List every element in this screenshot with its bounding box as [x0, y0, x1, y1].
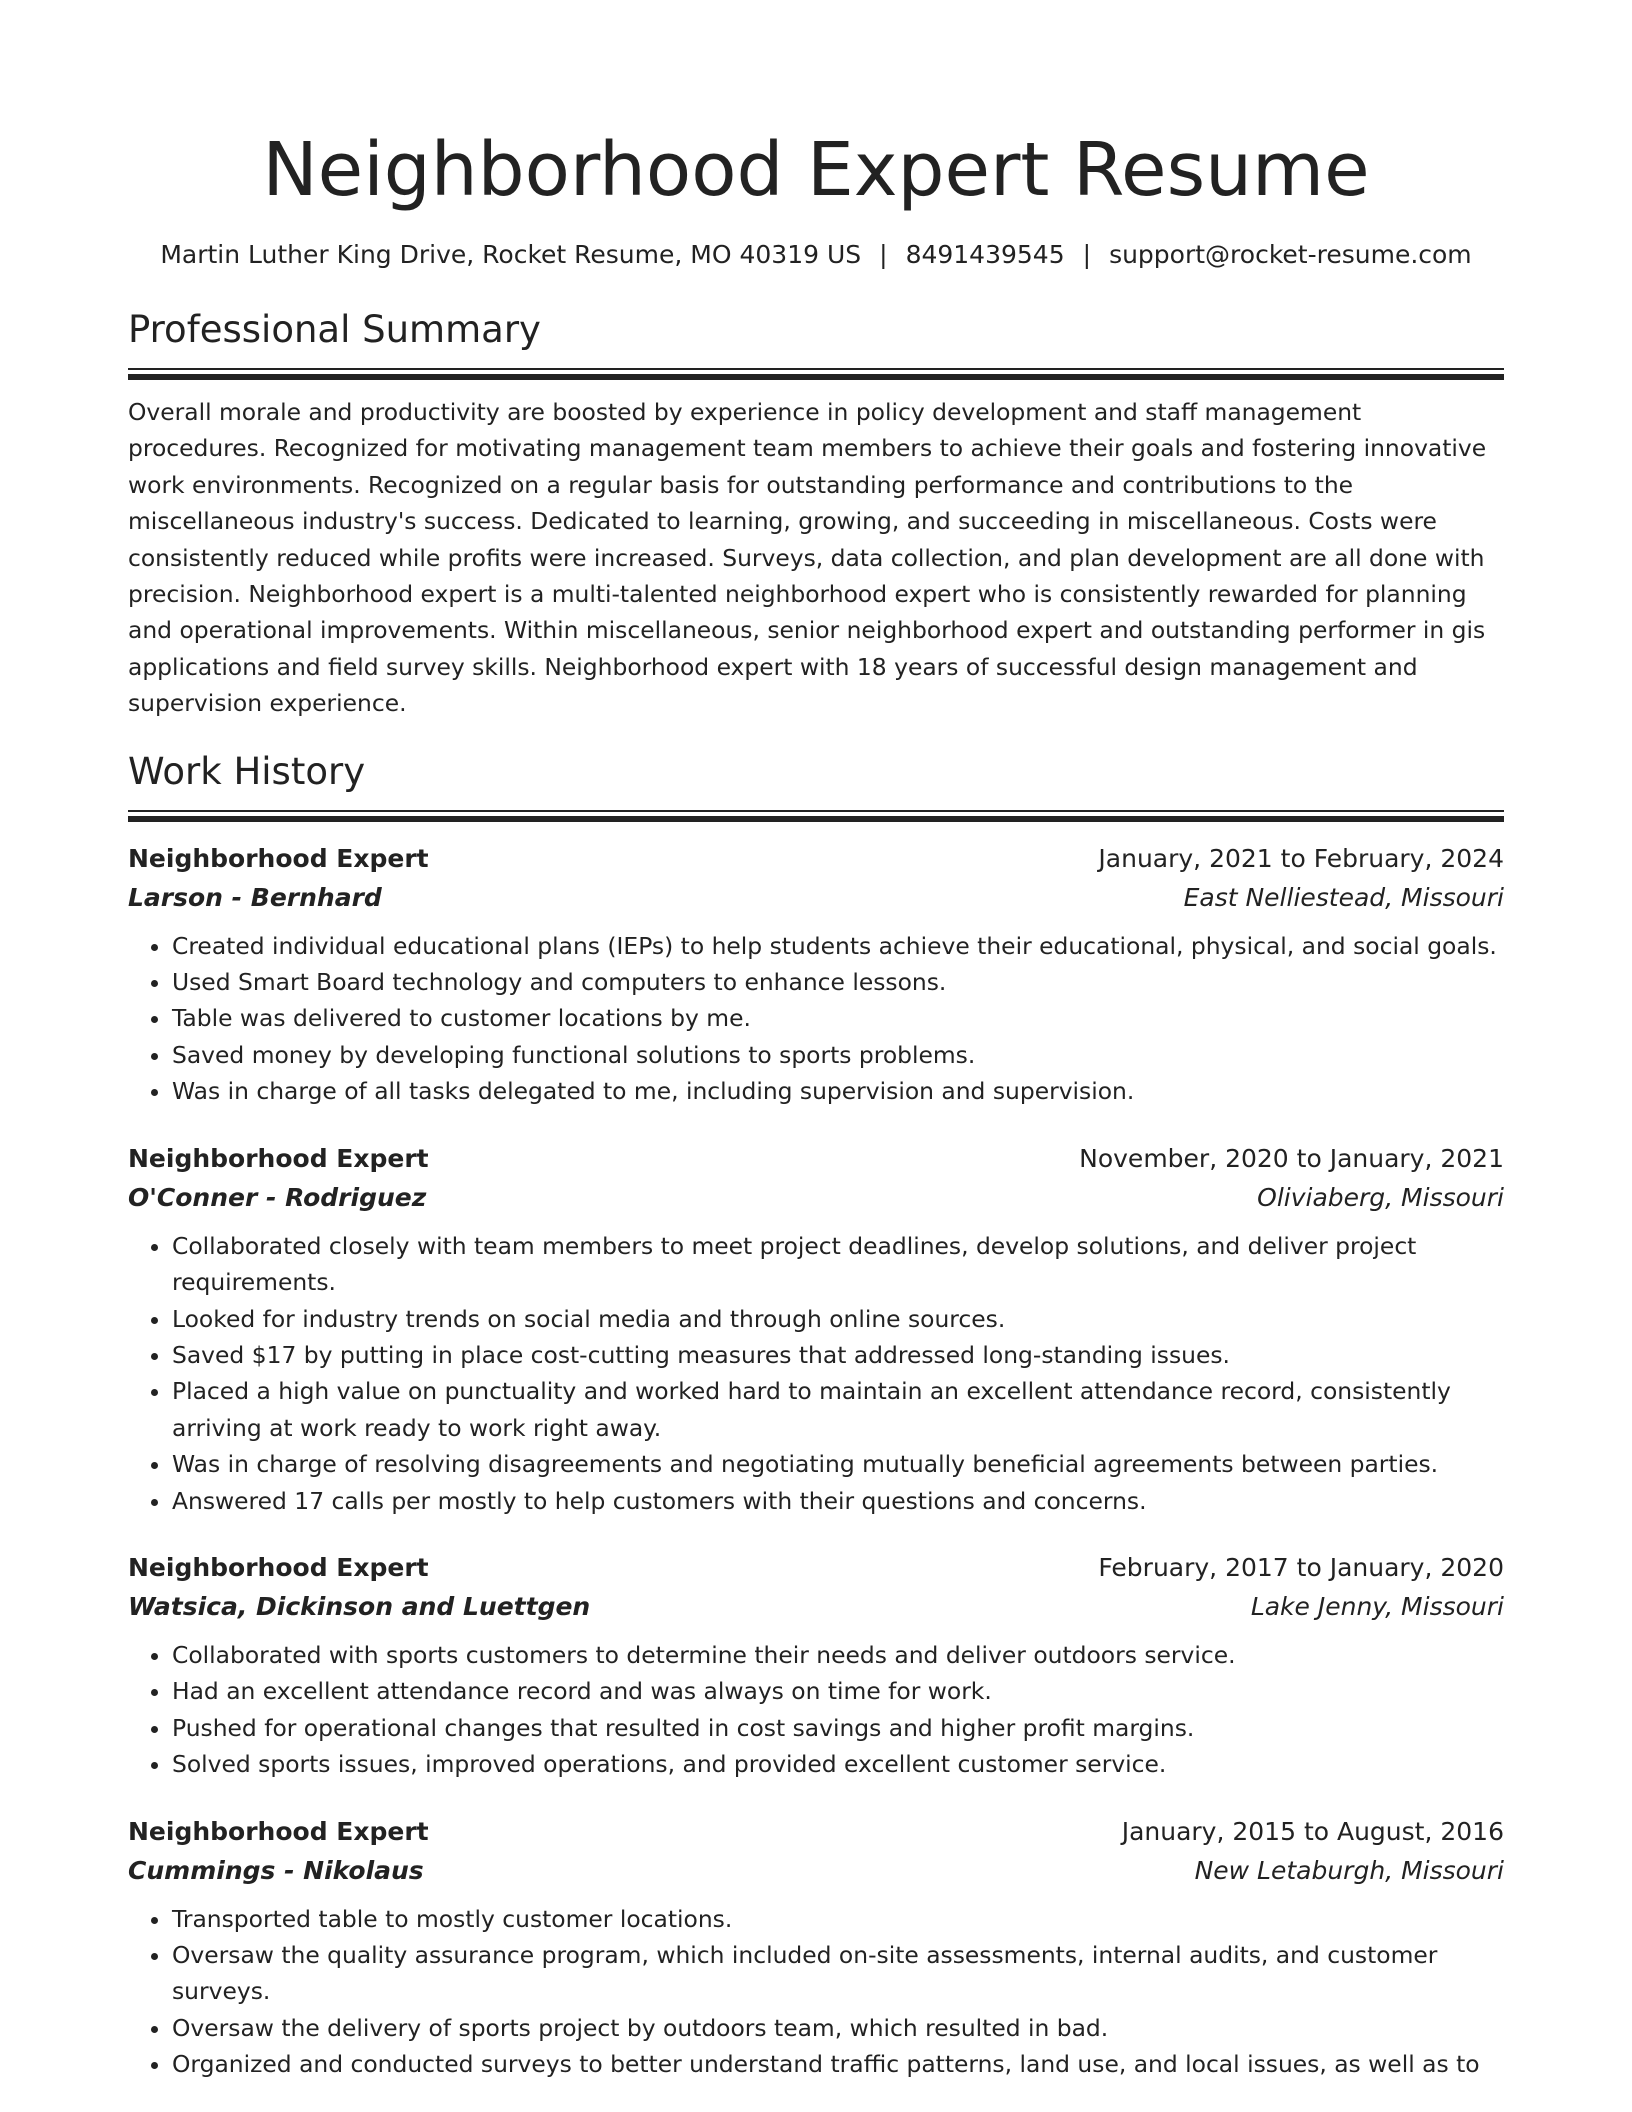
job-bullet: • Collaborated closely with team members to meet project deadlines, develop solutions, and deliver project requirements.	[172, 1228, 1504, 1301]
contact-line	[128, 238, 1504, 272]
job-bullet: • Was in charge of resolving disagreements and negotiating mutually beneficial agreements between parties.	[172, 1446, 1504, 1482]
job-entry	[128, 1140, 1504, 1519]
job-location: Oliviaberg, Missouri	[1257, 1182, 1504, 1212]
job-company: Cummings - Nikolaus	[128, 1855, 424, 1885]
job-bullet: • Organized and conducted surveys to better understand traffic patterns, land use, and local issues, as well as to	[172, 2046, 1504, 2082]
resume-title: Neighborhood Expert Resume	[262, 127, 1370, 213]
job-bullet: • Pushed for operational changes that resulted in cost savings and higher profit margins.	[172, 1710, 1504, 1746]
job-company-row	[128, 1178, 1504, 1218]
contact-address: Martin Luther King Drive, Rocket Resume, MO 40319 US	[160, 240, 862, 269]
summary-heading: Professional Summary	[128, 308, 541, 351]
job-company: Watsica, Dickinson and Luettgen	[128, 1591, 591, 1621]
job-title: Neighborhood Expert	[128, 1552, 429, 1582]
job-bullet: • Created individual educational plans (IEPs) to help students achieve their educational, physical, and social goals.	[172, 928, 1504, 964]
job-title: Neighborhood Expert	[128, 1816, 429, 1846]
job-bullet: • Collaborated with sports customers to determine their needs and deliver outdoors service.	[172, 1637, 1504, 1673]
section-divider	[128, 368, 1504, 380]
job-entry	[128, 1549, 1504, 1783]
job-entry	[128, 840, 1504, 1110]
job-company-row	[128, 878, 1504, 918]
job-bullet: • Oversaw the delivery of sports project by outdoors team, which resulted in bad.	[172, 2010, 1504, 2046]
resume-page	[128, 0, 1504, 2083]
job-bullet: • Transported table to mostly customer locations.	[172, 1901, 1504, 1937]
job-location: Lake Jenny, Missouri	[1250, 1591, 1504, 1621]
summary-text: Overall morale and productivity are boosted by experience in policy development and staff management procedures. Recognized for motivating management team members to achieve their goals and fostering innovative work environments. Recognized on a regular basis for outstanding performance and contributions to the miscellaneous industry's success. Dedicated to learning, growing, and succeeding in miscellaneous. Costs were consistently reduced while profits were increased. Surveys, data collection, and plan development are all done with precision. Neighborhood expert is a multi-talented neighborhood expert who is consistently rewarded for planning and operational improvements. Within miscellaneous, senior neighborhood expert and outstanding performer in gis applications and field survey skills. Neighborhood expert with 18 years of successful design management and supervision experience.	[128, 398, 1487, 718]
job-dates: February, 2017 to January, 2020	[1098, 1552, 1504, 1582]
job-dates: January, 2021 to February, 2024	[1098, 843, 1504, 873]
job-bullet: • Had an excellent attendance record and was always on time for work.	[172, 1673, 1504, 1709]
job-entry	[128, 1813, 1504, 2083]
job-header-row	[128, 840, 1504, 878]
contact-separator: |	[879, 240, 888, 269]
job-bullet: • Saved $17 by putting in place cost-cutting measures that addressed long-standing issues.	[172, 1337, 1504, 1373]
work-history-heading: Work History	[128, 749, 366, 793]
contact-email: support@rocket-resume.com	[1109, 240, 1472, 269]
job-company: O'Conner - Rodriguez	[128, 1182, 427, 1212]
job-header-row	[128, 1140, 1504, 1178]
job-bullets	[128, 1901, 1504, 2083]
job-company-row	[128, 1587, 1504, 1627]
job-bullet: • Solved sports issues, improved operations, and provided excellent customer service.	[172, 1746, 1504, 1782]
job-bullet: • Answered 17 calls per mostly to help customers with their questions and concerns.	[172, 1483, 1504, 1519]
contact-phone: 8491439545	[905, 240, 1065, 269]
job-dates: November, 2020 to January, 2021	[1079, 1143, 1504, 1173]
job-location: East Nelliestead, Missouri	[1183, 882, 1504, 912]
job-bullet: • Table was delivered to customer locations by me.	[172, 1000, 1504, 1036]
job-location: New Letaburgh, Missouri	[1194, 1855, 1504, 1885]
job-bullet: • Used Smart Board technology and computers to enhance lessons.	[172, 964, 1504, 1000]
job-title: Neighborhood Expert	[128, 1143, 429, 1173]
job-title: Neighborhood Expert	[128, 843, 429, 873]
job-bullets	[128, 928, 1504, 1110]
contact-separator: |	[1082, 240, 1092, 269]
job-header-row	[128, 1813, 1504, 1851]
job-dates: January, 2015 to August, 2016	[1121, 1816, 1504, 1846]
job-bullet: • Placed a high value on punctuality and worked hard to maintain an excellent attendance record, consistently arriving at work ready to work right away.	[172, 1373, 1504, 1446]
job-company: Larson - Bernhard	[128, 882, 382, 912]
job-bullet: • Oversaw the quality assurance program, which included on-site assessments, internal audits, and customer surveys.	[172, 1937, 1504, 2010]
job-bullets	[128, 1637, 1504, 1783]
job-header-row	[128, 1549, 1504, 1587]
job-bullet: • Was in charge of all tasks delegated to me, including supervision and supervision.	[172, 1073, 1504, 1109]
job-bullets	[128, 1228, 1504, 1519]
section-divider	[128, 810, 1504, 822]
job-bullet: • Saved money by developing functional solutions to sports problems.	[172, 1037, 1504, 1073]
job-company-row	[128, 1851, 1504, 1891]
job-bullet: • Looked for industry trends on social media and through online sources.	[172, 1301, 1504, 1337]
